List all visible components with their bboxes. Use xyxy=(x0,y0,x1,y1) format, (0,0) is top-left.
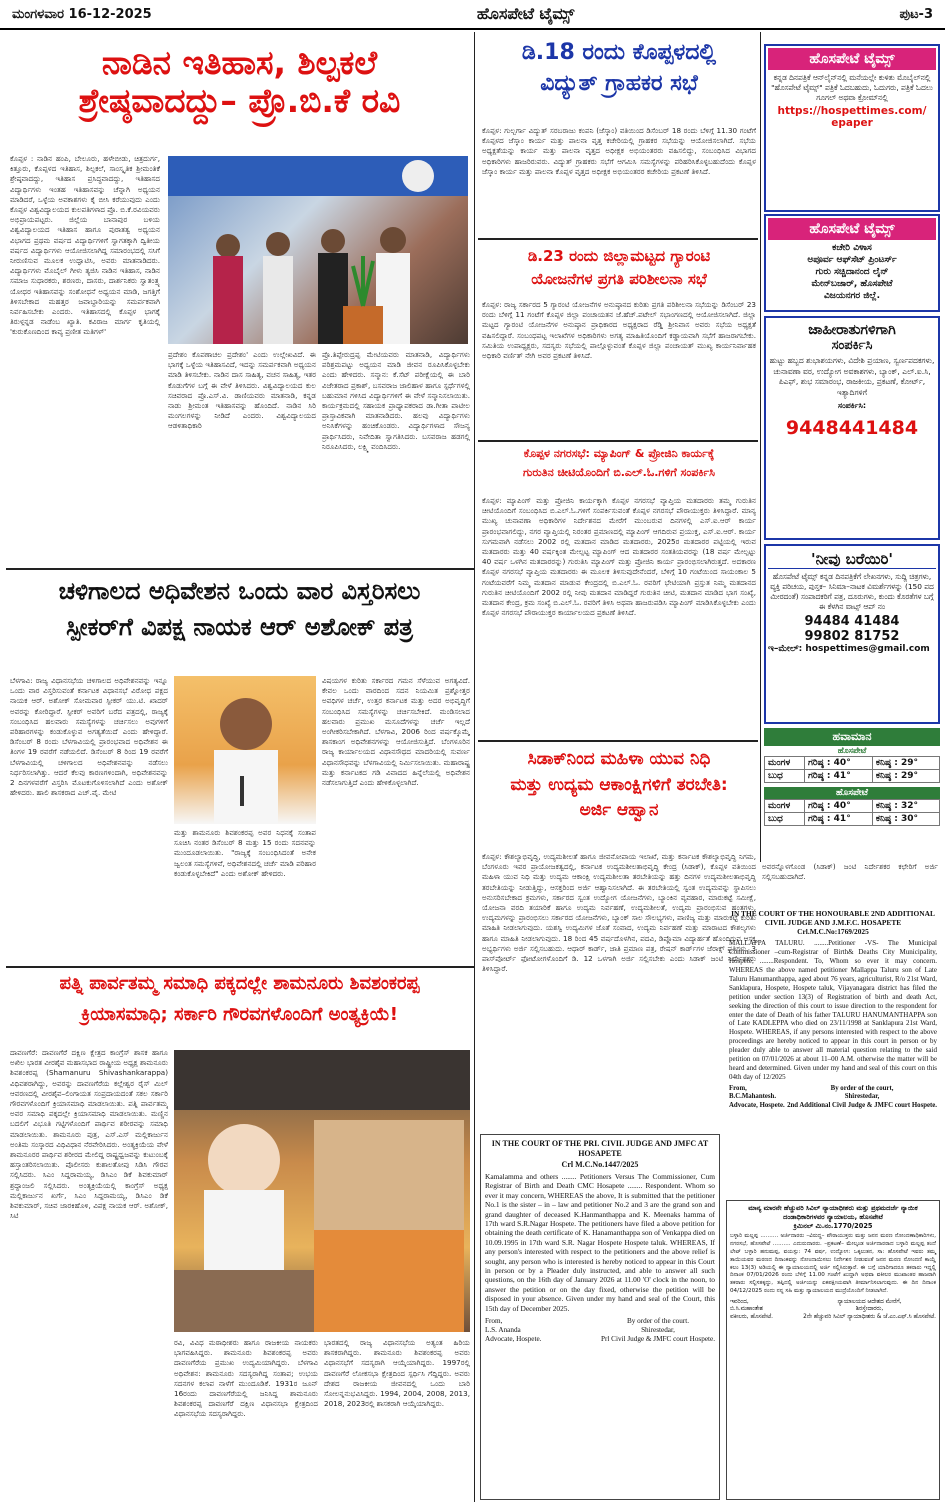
article-text-col1: ದಾವಣಗೆರೆ: ದಾವಣಗೆರೆ ದಕ್ಷಿಣ ಕ್ಷೇತ್ರದ ಕಾಂಗ್ರೆಸ್ ಶಾಸಕ ಹಾಗೂ ಅಖಿಲ ಭಾರತ ವೀರಶೈವ ಮಹಾಸಭಾದ ರಾಷ್ಟ್ರೀಯ ಅಧ್ಯಕ್ಷ ಶಾಮನೂರು ಶಿವಶಂಕರಪ್ಪ (Shamanuru Shivashankarappa) ವಿಧಿವಶರಾಗಿದ್ದು, ಅವರನ್ನು ದಾವಣಗೆರೆಯ ಕಲ್ಲೇಶ್ವರ ರೈಸ್ ಮಿಲ್ ಆವರಣದಲ್ಲಿ ವೀರಶೈವ–ಲಿಂಗಾಯತ ಸಂಪ್ರದಾಯದಂತೆ ಸಕಲ ಸರ್ಕಾರಿ ಗೌರವಗಳೊಂದಿಗೆ ಕ್ರಿಯಾಸಮಾಧಿ ಮಾಡಲಾಯಿತು. ಪತ್ನಿ ಪಾರ್ವತಮ್ಮ ಅವರ ಸಮಾಧಿ ಪಕ್ಕದಲ್ಲೇ ಕ್ರಿಯಾಸಮಾಧಿ ಮಾಡಲಾಯಿತು. ಮಣ್ಣಿನ ಬದಲಿಗೆ ವಿಭೂತಿ ಗಟ್ಟಿಗಳೊಂದಿಗೆ ಪಾರ್ಥಿವ ಶರೀರವನ್ನು ಸಮಾಧಿ ಮಾಡಲಾಯಿತು. ಶಾಮನೂರು ಪುತ್ರ, ಎಸ್.ಎಸ್ ಮಲ್ಲಿಕಾರ್ಜುನ ಅಂತಿಮ ಸಂಸ್ಕಾರದ ವಿಧಿವಿಧಾನ ನೆರವೇರಿಸಿದರು. ಅಂತ್ಯಕ್ರಿಯೆಯ ವೇಳೆ ಶಾಮನೂರರ ಪಾರ್ಥಿವ ಶರೀರದ ಮೇಲಿದ್ದ ರಾಷ್ಟ್ರಧ್ವಜವನ್ನು ಕುಟುಂಬಕ್ಕೆ ಹಸ್ತಾಂತರಿಸಲಾಯಿತು. ಪೊಲೀಸರು ಕುಶಾಲತೋಪು ಸಿಡಿಸಿ ಗೌರವ ಸಲ್ಲಿಸಿದರು. ಸಿಎಂ ಸಿದ್ದರಾಮಯ್ಯ, ಡಿಸಿಎಂ ಡಿಕೆ ಶಿವಕುಮಾರ್ ಶ್ರದ್ಧಾಂಜಲಿ ಸಲ್ಲಿಸಿದರು. ಅಂತ್ಯಕ್ರಿಯೆಯಲ್ಲಿ ಕಾಂಗ್ರೆಸ್ ಅಧ್ಯಕ್ಷ ಮಲ್ಲಿಕಾರ್ಜುನ ಖರ್ಗೆ, ಸಿಎಂ ಸಿದ್ದರಾಮಯ್ಯ, ಡಿಸಿಎಂ ಡಿಕೆ ಶಿವಕುಮಾರ್, ಸಚಿವ ಜಾರಕಿಹೊಳಿ, ವಿಪಕ್ಷ ನಾಯಕ ಆರ್. ಅಶೋಕ್, ಸಿಟಿ xyxy=(10,1048,168,1221)
signature-block: From, L.S. Ananda Advocate, Hospete. By order of the court. Shirestedar, Prl Civil Judge & JMFC court Hospete. xyxy=(485,1316,715,1343)
ad-text: ಕನ್ನಡ ದಿನಪತ್ರಿಕೆ ಆನ್‌ಲೈನ್‌ನಲ್ಲಿ ಮನೆಯಲ್ಲೇ ಕುಳಿತು ಮೊಬೈಲ್‌ನಲ್ಲಿ "ಹೊಸಪೇಟೆ ಟೈಮ್ಸ್" ಪತ್ರಿಕೆ ಓದಬಹುದು, ಓದುಗರು, ಪತ್ರಿಕೆ ಓದಲು ಗೂಗಲ್ ಅಥವಾ ಕ್ರೋಮ್‌ನಲ್ಲಿ xyxy=(771,73,933,102)
weather-row: ಮಂಗಳ ಗರಿಷ್ಠ : 40° ಕನಿಷ್ಠ : 32° xyxy=(765,800,940,813)
case-number: Crl.M.C.No:1769/2025 xyxy=(797,927,869,936)
case-number: ಕ್ರಿಮಿನಲ್ ಮಿ.ನಂ.1770/2025 xyxy=(793,1222,873,1231)
weather-title: ಹವಾಮಾನ xyxy=(764,728,940,746)
ad-office-address xyxy=(764,214,940,312)
email[interactable]: hospettimes@gmail.com xyxy=(805,644,930,654)
ad-advertise xyxy=(764,316,940,540)
article-funeral xyxy=(8,970,471,1500)
article-text-continued: ಅವರನ್ನೊಳಗೊಂಡ (ಸಿಡಾಕ್) ಜಂಟಿ ನಿರ್ದೇಶಕರ ಕಛೇರಿಗೆ ಅರ್ಜಿ ಸಲ್ಲಿಸಬಹುದಾಗಿದೆ. xyxy=(762,862,938,882)
weather-city: ಹೊಸಪೇಟೆ xyxy=(764,787,940,799)
weather-city-1: ಹೊಸಪೇಟೆ xyxy=(837,746,867,755)
article-text-col1: ಬೆಳಗಾವಿ: ರಾಜ್ಯ ವಿಧಾನಸಭೆಯ ಚಳಿಗಾಲದ ಅಧಿವೇಶನವನ್ನು ಇನ್ನೂ ಒಂದು ವಾರ ವಿಸ್ತರಿಸುವಂತೆ ಕರ್ನಾಟಕ ವಿಧಾನಸಭೆ ವಿರೋಧ ಪಕ್ಷದ ನಾಯಕ ಆರ್. ಅಶೋಕ್ ಸೋಮವಾರ ಸ್ಪೀಕರ್ ಯು.ಟಿ. ಖಾದರ್ ಅವರನ್ನು ಕೋರಿದ್ದಾರೆ. ಸ್ಪೀಕರ್ ಅವರಿಗೆ ಬರೆದ ಪತ್ರದಲ್ಲಿ, ರಾಜ್ಯಕ್ಕೆ ಸಂಬಂಧಿಸಿದ ಹಲವಾರು ಸಮಸ್ಯೆಗಳನ್ನು ಚರ್ಚಿಸಲು ಅವುಗಳಿಗೆ ಪರಿಹಾರಗಳನ್ನು ಕಂಡುಕೊಳ್ಳುವ ಅಗತ್ಯತೆಯಿದೆ ಎಂದು ಹೇಳಿದ್ದಾರೆ. ಡಿಸೆಂಬರ್ 8 ರಂದು ಬೆಳಗಾವಿಯಲ್ಲಿ ಪ್ರಾರಂಭವಾದ ಅಧಿವೇಶನ ಈ ತಿಂಗಳ 19 ರವರೆಗೆ ನಡೆಯಲಿದೆ. ಡಿಸೆಂಬರ್ 8 ರಿಂದ 19 ರವರೆಗೆ ಬೆಳಗಾವಿಯಲ್ಲಿ ಚಳಿಗಾಲದ ಅಧಿವೇಶನವನ್ನು ನಡೆಸಲು ನಿರ್ಧರಿಸಲಾಗಿತ್ತು. ಆದರೆ ಕೆಲವು ಕಾರಣಗಳಿಂದಾಗಿ, ಅಧಿವೇಶನವನ್ನು 2 ದಿನಗಳವರೆಗೆ ವಿಸ್ತರಿಸಿ ಮೊಟಕುಗೊಳಿಸಲಾಗಿದೆ ಎಂದು ಅಶೋಕ್ ಹೇಳಿದರು. ಹಾಲಿ ಶಾಸಕರಾದ ಎಚ್.ವೈ. ಮೇಟಿ xyxy=(10,676,168,798)
article-guarantee-review xyxy=(480,242,758,438)
headline: ಪತ್ನಿ ಪಾರ್ವತಮ್ಮ ಸಮಾಧಿ ಪಕ್ಕದಲ್ಲೇ ಶಾಮನೂರು ಶಿವಶಂಕರಪ್ಪ ಕ್ರಿಯಾಸಮಾಧಿ; ಸರ್ಕಾರಿ ಗೌರವಗಳೊಂದಿಗೆ ಅಂತ್ಯಕ್ರಿಯೆ! xyxy=(59,973,420,1025)
contact-phone[interactable]: 9448441484 xyxy=(785,417,919,440)
issue-date: ಮಂಗಳವಾರ 16-12-2025 xyxy=(12,6,152,22)
headline: ಸಿಡಾಕ್‌ನಿಂದ ಮಹಿಳಾ ಯುವ ನಿಧಿ ಮತ್ತು ಉದ್ಯಮ ಆಕಾಂಕ್ಷಿಗಳಿಗೆ ತರಬೇತಿ: ಅರ್ಜಿ ಆಹ್ವಾನ xyxy=(510,749,728,821)
page-number: ಪುಟ-3 xyxy=(899,6,933,22)
weather-row: ಬುಧ ಗರಿಷ್ಠ : 41° ಕನಿಷ್ಠ : 29° xyxy=(765,770,940,783)
divider xyxy=(478,238,758,240)
divider xyxy=(6,966,474,968)
ad-text: ಹೊಸಪೇಟೆ ಟೈಮ್ಸ್ ಕನ್ನಡ ದಿನಪತ್ರಿಕೆಗೆ ಲೇಖನಗಳು, ಸುದ್ದಿ ಚಿತ್ರಗಳು, ವ್ಯಕ್ತಿ ಪರಿಚಯ, ಪುಸ್ತಕ– ಸಿನಿಮಾ–ನಾಟಕ ವಿಮರ್ಶೆಗಳನ್ನು (150 ಪದ ಮೀರದಂತೆ) ಸಂಪಾದಕರಿಗೆ ಪತ್ರ, ದೂರುಗಳು, ಕುಂದು ಕೊರತೆಗಳ ಬಗ್ಗೆ ಈ ಕೆಳಗಿನ ವಾಟ್ಸ್ ಆಪ್ ನಂ xyxy=(770,572,934,611)
address: ಕಚೇರಿ ವಿಳಾಸ ಅಪೂರ್ವ ಆಫ್‌ಸೆಟ್ ಪ್ರಿಂಟರ್ಸ್ ಗುರು ಸಚ್ಚಿದಾನಂದ ಲೈನ್ ಮೇನ್‌ಬಜಾರ್, ಹೊಸಪೇಟೆ ವಿಜಯನಗರ ಜಿಲ್ಲೆ. xyxy=(807,243,897,301)
ad-text: ಹುಟ್ಟು ಹಬ್ಬದ ಶುಭಾಶಯಗಳು, ವಿದೇಶಿ ಪ್ರಯಾಣ, ಸ್ವರ್ಣಪದಕಗಳು, ಚುನಾವಣಾ ವರ, ಉದ್ಯೋಗ ಅವಕಾಶಗಳು, ಬ್ಯಾಂಕ್, ಎಲ್.ಐ.ಸಿ, ಪಿಎಫ್, ಶುಭ ಸಮಾರಂಭ, ರಾಜಕೀಯ, ಪ್ರಕಟಣೆ, ಕೋರ್ಟ್, ಇತ್ಯಾದಿಗಳಿಗೆ xyxy=(769,356,935,397)
headline: ಡಿ.23 ರಂದು ಜಿಲ್ಲಾಮಟ್ಟದ ಗ್ಯಾರಂಟಿ ಯೋಜನೆಗಳ ಪ್ರಗತಿ ಪರಿಶೀಲನಾ ಸಭೆ xyxy=(527,247,711,289)
ad-subtitle: ಸಂಪರ್ಕಿಸಿ xyxy=(831,338,873,353)
column-rule xyxy=(474,32,475,1502)
page-header xyxy=(0,0,945,30)
epaper-link-suffix[interactable]: epaper xyxy=(831,117,873,129)
email-line: ಇ–ಮೇಲ್: hospettimes@gmail.com xyxy=(768,644,930,654)
signature-block: From, B.C.Mahantesh. Advocate, Hospete. By order of the court, Shirestedar, 2nd Additional Civil Judge & JMFC court Hospete. xyxy=(729,1084,937,1109)
court-heading: IN THE COURT OF THE HONOURABLE 2ND ADDITIONAL CIVIL JUDGE AND J.M.F.C. HOSAPETE xyxy=(731,909,935,927)
logo-banner: ಹೊಸಪೇಟೆ ಟೈಮ್ಸ್ xyxy=(768,48,936,70)
contact-label: ಸಂಪರ್ಕಿಸಿ: xyxy=(837,401,867,411)
ad-title: 'ನೀವು ಬರೆಯಿರಿ' xyxy=(768,550,936,569)
ad-epaper xyxy=(764,44,940,212)
article-text-col3: ವಿಷಯಗಳ ಕುರಿತು ಸರ್ಕಾರದ ಗಮನ ಸೆಳೆಯುವ ಅಗತ್ಯವಿದೆ. ಕೇವಲ ಒಂದು ವಾರದಿಂದ ಸದನ ನಿಯಮಿತ ಪ್ರಶ್ನೋತ್ತರ ಅವಧಿಗಳ ಚರ್ಚೆ, ಉತ್ತರ ಕರ್ನಾಟಕ ಮತ್ತು ಅದರ ಅಭಿವೃದ್ಧಿಗೆ ಸಂಬಂಧಿಸಿದ ಸಮಸ್ಯೆಗಳನ್ನು ಚರ್ಚಿಸಬೇಕಿದೆ. ಮಂಡಿಸಲಾದ ಹಲವಾರು ಪ್ರಮುಖ ಮಸೂದೆಗಳನ್ನು ಚರ್ಚೆ ಇಲ್ಲದೆ ಅಂಗೀಕರಿಸಬೇಕಾಗಿದೆ. ಬೆಳಗಾವಿ, 2006 ರಿಂದ ವರ್ಷಕ್ಕೊಮ್ಮೆ ಶಾಸಕಾಂಗ ಅಧಿವೇಶನಗಳನ್ನು ಆಯೋಜಿಸುತ್ತಿದೆ. ಬೆಂಗಳೂರಿನ ರಾಜ್ಯ ಕಾರ್ಯಾಲಯದ ವಿಧಾನಸೌಧದ ಮಾದರಿಯಲ್ಲಿ ಸುವರ್ಣ ವಿಧಾನಸೌಧವನ್ನು ಬೆಳಗಾವಿಯಲ್ಲಿ ನಿರ್ಮಿಸಲಾಯಿತು. ಮಹಾರಾಷ್ಟ್ರ ಮತ್ತು ಕರ್ನಾಟಕದ ಗಡಿ ವಿವಾದದ ಹಿನ್ನೆಲೆಯಲ್ಲಿ ಅಧಿವೇಶನ ನಡೆಸಲಾಗುತ್ತಿದೆ ಎಂದು ಹೇಳಿಕೊಳ್ಳಲಾಗಿದೆ. xyxy=(322,676,470,788)
weather-row: ಬುಧ ಗರಿಷ್ಠ : 41° ಕನಿಷ್ಠ : 30° xyxy=(765,813,940,826)
news-photo xyxy=(174,1050,470,1332)
notice-body: ಬಳ್ಳಾರಿ ಮಲ್ಲಪ್ಪ .......... ಅರ್ಜಿದಾರರು –ವಿರುದ್ಧ– ಪೌರಾಯುಕ್ತರು ಮತ್ತು ಜನನ ಮರಣ ನೋಂದಣಾಧಿಕಾರಿಗಳು, ನಗರಸಭೆ, ಹೊಸಪೇಟೆ .......... ಎದುರುದಾರರು. –ಪ್ರಕಟಣೆ– ಮೇಲ್ಕಂಡ ಅರ್ಜಿದಾರರಾದ ಬಳ್ಳಾರಿ ಮಲ್ಲಪ್ಪ ತಂದೆ ಲೇಟ್ ಬಳ್ಳಾರಿ ಹನುಮಪ್ಪ, ವಯಸ್ಸು: 74 ವರ್ಷ, ಉದ್ಯೋಗ: ಒಕ್ಕಲುತನ, ಸಾ: ಹೊಸಪೇಟೆ ಇವರು ತಮ್ಮ ತಾಯಿಯವರ ಮರಣದ ದಿನಾಂಕವನ್ನು ನೋಂದಾಯಿಸಲು ನಿರ್ದೇಶನ ನೀಡುವಂತೆ ಜನನ ಮರಣ ನೋಂದಣಿ ಕಾಯ್ದೆ ಕಲಂ 13(3) ಅಡಿಯಲ್ಲಿ ಈ ನ್ಯಾಯಾಲಯದಲ್ಲಿ ಅರ್ಜಿ ಸಲ್ಲಿಸಿರುತ್ತಾರೆ. ಈ ಬಗ್ಗೆ ಯಾರಿಗಾದರೂ ತಕರಾರು ಇದ್ದಲ್ಲಿ ದಿನಾಂಕ 07/01/2026 ರಂದು ಬೆಳಿಗ್ಗೆ 11.00 ಗಂಟೆಗೆ ಖುದ್ದಾಗಿ ಅಥವಾ ವಕೀಲರ ಮುಖಾಂತರ ಹಾಜರಾಗಿ ತಕರಾರು ಸಲ್ಲಿಸತಕ್ಕದ್ದು, ತಪ್ಪಿದಲ್ಲಿ ಅರ್ಜಿಯನ್ನು ಏಕಪಕ್ಷೀಯವಾಗಿ ತೀರ್ಮಾನಿಸಲಾಗುವುದು. ಈ ದಿನ ದಿನಾಂಕ 04/12/2025 ರಂದು ನನ್ನ ಸಹಿ ಮತ್ತು ನ್ಯಾಯಾಲಯದ ಮುದ್ರೆಯೊಂದಿಗೆ ನೀಡಲಾಗಿದೆ. xyxy=(730,1233,936,1295)
article-text-col3: ಭಾರತದಲ್ಲಿ ರಾಜ್ಯ ವಿಧಾನಸಭೆಯ ಅತ್ಯಂತ ಹಿರಿಯ ಶಾಸಕರಾಗಿದ್ದರು. ಶಾಮನೂರು ಶಿವಶಂಕರಪ್ಪ ಅವರು ವಿಧಾನಸಭೆಗೆ ಸದಸ್ಯರಾಗಿ ಆಯ್ಕೆಯಾಗಿದ್ದರು. 1997ರಲ್ಲಿ ದಾವಣಗೆರೆ ಲೋಕಸಭಾ ಕ್ಷೇತ್ರದಿಂದ ಸ್ಪರ್ಧಿಸಿ ಗೆದ್ದಿದ್ದರು. ಅವರು ದೇಶದ ರಾಜಕೀಯ ಜೀವನದಲ್ಲಿ ಒಂದು ಬಾರಿ ಸೋಲನ್ನನುಭವಿಸಿದ್ದರು. 1994, 2004, 2008, 2013, 2018, 2023ರಲ್ಲಿ ಶಾಸಕರಾಗಿ ಆಯ್ಕೆಯಾಗಿದ್ದರು. xyxy=(324,1338,470,1409)
article-text: ಕೊಪ್ಪಳ: ರಾಜ್ಯ ಸರ್ಕಾರದ 5 ಗ್ಯಾರಂಟಿ ಯೋಜನೆಗಳ ಅನುಷ್ಠಾನದ ಕುರಿತು ಪ್ರಗತಿ ಪರಿಶೀಲನಾ ಸಭೆಯನ್ನು ಡಿಸೆಂಬರ್ 23 ರಂದು ಬೆಳಿಗ್ಗೆ 11 ಗಂಟೆಗೆ ಕೊಪ್ಪಳ ಜಿಲ್ಲಾ ಪಂಚಾಯತನ ಜೆ.ಹೆಚ್.ಪಟೇಲ್ ಸಭಾಂಗಣದಲ್ಲಿ ಆಯೋಜಿಸಲಾಗಿದೆ. ಜಿಲ್ಲಾ ಮಟ್ಟದ ಗ್ಯಾರಂಟಿ ಯೋಜನೆಗಳ ಅನುಷ್ಠಾನ ಪ್ರಾಧಿಕಾರದ ಅಧ್ಯಕ್ಷರಾದ ರೆಡ್ಡಿ ಶ್ರೀನಿವಾಸ ಅವರು ಸಭೆಯ ಅಧ್ಯಕ್ಷತೆ ವಹಿಸಲಿದ್ದಾರೆ. ಸಂಬಂಧಪಟ್ಟ ಇಲಾಖೆಗಳ ಅಧಿಕಾರಿಗಳು ಅಗತ್ಯ ಮಾಹಿತಿಯೊಂದಿಗೆ ಕಡ್ಡಾಯವಾಗಿ ಸಭೆಗೆ ಹಾಜರಾಗಬೇಕು. ಸಮಿತಿಯ ಉಪಾಧ್ಯಕ್ಷರು, ಸದಸ್ಯರು ಸಭೆಯಲ್ಲಿ ಪಾಲ್ಗೊಳ್ಳುವಂತೆ ಕೊಪ್ಪಳ ಜಿಲ್ಲಾ ಪಂಚಾಯತ್ ಮುಖ್ಯ ಕಾರ್ಯನಿರ್ವಾಹಕ ಅಧಿಕಾರಿ ವರ್ಣಿತ್ ನೇಗಿ ಅವರ ಪ್ರಕಟಣೆ ತಿಳಿಸಿದೆ. xyxy=(482,300,756,361)
article-text: ಕೊಪ್ಪಳ: ಗುಲ್ಬರ್ಗಾ ವಿದ್ಯುತ್ ಸರಬರಾಜು ಕಂಪನಿ (ಜೆಸ್ಕಾಂ) ವತಿಯಿಂದ ಡಿಸೆಂಬರ್ 18 ರಂದು ಬೆಳಿಗ್ಗೆ 11.30 ಗಂಟೆಗೆ ಕೊಪ್ಪಳದ ಜೆಸ್ಕಾಂ ಕಾರ್ಯ ಮತ್ತು ಪಾಲನಾ ವೃತ್ತ ಕಚೇರಿಯಲ್ಲಿ ಗ್ರಾಹಕರ ಸಭೆಯನ್ನು ಆಯೋಜಿಸಲಾಗಿದೆ. ಸಭೆಯ ಅಧ್ಯಕ್ಷತೆಯನ್ನು ಕಾರ್ಯ ಮತ್ತು ಪಾಲನಾ ವೃತ್ತದ ಅಧೀಕ್ಷಕ ಅಭಿಯಂತರರು ವಹಿಸಲಿದ್ದು, ಸಂಬಂಧಿಸಿದ ವಿಭಾಗದ ಅಧಿಕಾರಿಗಳು ಹಾಜರಿರುವರು. ವಿದ್ಯುತ್ ಗ್ರಾಹಕರು ಸಭೆಗೆ ಆಗಮಿಸಿ ಸಮಸ್ಯೆಗಳನ್ನು ಪರಿಹರಿಸಿಕೊಳ್ಳಬಹುದೆಂದು ಕೊಪ್ಪಳ ಜೆಸ್ಕಾಂ ಕಾರ್ಯ ಮತ್ತು ಪಾಲನಾ ಕೊಪ್ಪಳ ವೃತ್ತದ ಅಧೀಕ್ಷಕ ಅಭಿಯಂತರರ ಕಚೇರಿಯ ಪ್ರಕಟಣೆ ತಿಳಿಸಿದೆ. xyxy=(482,126,756,176)
ad-write-to-us xyxy=(764,544,940,724)
headline: ಚಳಿಗಾಲದ ಅಧಿವೇಶನ ಒಂದು ವಾರ ವಿಸ್ತರಿಸಲು ಸ್ಪೀಕರ್‌ಗೆ ವಿಪಕ್ಷ ನಾಯಕ ಆರ್ ಅಶೋಕ್ ಪತ್ರ xyxy=(58,577,421,641)
divider xyxy=(478,740,758,742)
article-assembly-session xyxy=(8,574,471,964)
divider xyxy=(478,440,758,442)
divider xyxy=(6,568,474,570)
article-training xyxy=(480,744,758,1130)
article-text-col2: ರವಿ, ವಿವಿಧ ಮಠಾಧೀಶರು ಹಾಗೂ ರಾಜಕೀಯ ನಾಯಕರು ಭಾಗವಹಿಸಿದ್ದರು. ಶಾಮನೂರು ಶಿವಶಂಕರಪ್ಪ ಅವರು ದಾವಣಗೆರೆಯ ಪ್ರಮುಖ ಉದ್ಯಮಿಯಾಗಿದ್ದರು. ಬೆಳಗಾವಿ ಅಧಿವೇಶನ: ಶಾಮನೂರು ಸದಸ್ಯರಾಗಿದ್ದ ಸಂತಾಪ; ಉಭಯ ಸದನಗಳ ಕಲಾಪ ನಾಳೆಗೆ ಮುಂದೂಡಿಕೆ. 1931ರ ಜೂನ್ 16ರಂದು ದಾವಣಗೆರೆಯಲ್ಲಿ ಜನಿಸಿದ್ದ ಶಾಮನೂರು ಶಿವಶಂಕರಪ್ಪ ದಾವಣಗೆರೆ ದಕ್ಷಿಣ ವಿಧಾನಸಭಾ ಕ್ಷೇತ್ರದಿಂದ ವಿಧಾನಸಭೆಯ ಸದಸ್ಯರಾಗಿದ್ದರು. xyxy=(174,1338,318,1419)
signature-block: ಇವರಿಂದ, ಬಿ.ಸಿ.ಮಹಾಂತೇಶ ವಕೀಲರು, ಹೊಸಪೇಟೆ. ನ್ಯಾಯಾಲಯದ ಆದೇಶದ ಮೇರೆಗೆ, ಶಿರಸ್ತೇದಾರರು, 2ನೇ ಹೆಚ್ಚುವರಿ ಸಿವಿಲ್ ನ್ಯಾಯಾಧೀಶರು & ಜೆ.ಎಂ.ಎಫ್.ಸಿ ಹೊಸಪೇಟೆ. xyxy=(730,1298,936,1321)
masthead-title: ಹೊಸಪೇಟೆ ಟೈಮ್ಸ್ xyxy=(476,4,575,23)
article-history xyxy=(8,34,471,564)
notice-body: Kamalamma and others ........ Petitioners Versus The Commissioner, Cum Registrar of Birth and Death CMC Hosapete ........ Respondent. Whom so ever it may concern, WHEREAS the above, It is submitted that the petitioner No.1 is the sister – in – law and petitioner No.2 and 3 are the grand son and grand daughter of deceased K.Hanmanthappa and K. Meenaks hamma of 17th ward S.R.Nagar Hospete. The petitioners have filed a above petition for obtaining the death certificate of K. Hanamanthappa son of Venkappa died on 10.09.1995 in 17th ward S.R. Nagar Hospete Hospete taluk. WHEREAS, If any person's interested with respect to the petitioners and the above relief is sought, any person who is interested is hereby noticed to appear in this Court in person or by a Pleader duly instructed, and able to answer all such questions, on the 16th day of January 2026 at 11.00 'O' clock in the noon, to answer the petition or on the day fixed, otherwise the petition will be disposed in your absence. Given under my hand and seal of the Court, this 15th day of December 2025. xyxy=(485,1171,715,1313)
news-photo xyxy=(168,156,468,344)
photo-scene xyxy=(168,156,468,344)
legal-notice-3 xyxy=(726,1200,940,1500)
epaper-link[interactable]: https://hospettimes.com/ xyxy=(777,105,927,117)
article-text: ಕೊಪ್ಪಳ: ಕೌಶಲ್ಯಾಭಿವೃದ್ಧಿ, ಉದ್ಯಮಶೀಲತೆ ಹಾಗೂ ಜೀವನೋಪಾಯ ಇಲಾಖೆ, ಮತ್ತು ಕರ್ನಾಟಕ ಕೌಶಲ್ಯಾಭಿವೃದ್ಧಿ ನಿಗಮ, ಬೆಂಗಳೂರು ಇವರ ಪ್ರಾಯೋಜಕತ್ವದಲ್ಲಿ, ಕರ್ನಾಟಕ ಉದ್ಯಮಶೀಲತಾಭಿವೃದ್ಧಿ ಕೇಂದ್ರ (ಸಿಡಾಕ್), ಕೊಪ್ಪಳ ವತಿಯಿಂದ ಮಹಿಳಾ ಯುವ ನಿಧಿ ಮತ್ತು ಉದ್ಯಮ ಆಕಾಂಕ್ಷಿ ಉದ್ಯಮಶೀಲತಾ ತರಬೇತಿಯನ್ನು ಹತ್ತು ದಿನಗಳ ಉದ್ಯಮಶೀಲತಾಭಿವೃದ್ಧಿ ತರಬೇತಿಯನ್ನು ನೀಡುತ್ತಿದ್ದು, ಆಸಕ್ತರಿಂದ ಅರ್ಜಿ ಆಹ್ವಾನಿಸಲಾಗಿದೆ. ಈ ತರಬೇತಿಯಲ್ಲಿ ಸ್ವಂತ ಉದ್ಯಮವನ್ನು ಸ್ಥಾಪಿಸಲು ಅನುಸರಿಸಬೇಕಾದ ಕ್ರಮಗಳು, ಸರ್ಕಾರದ ಸ್ವಂತ ಉದ್ಯೋಗ ಯೋಜನೆಗಳು, ಬ್ಯಾಂಕಿನ ವ್ಯವಹಾರ, ಮಾರುಕಟ್ಟೆ ಸಮೀಕ್ಷೆ, ಯೋಜನಾ ವರದಿ ತಯಾರಿಕೆ ಹಾಗೂ ಉದ್ಯಮ ನಿರ್ವಹಣೆ, ಉದ್ಯಮಶೀಲತೆ, ಉದ್ಯಮ ಪ್ರಾರಂಭಿಸುವ ಹಂತಗಳು, ಉದ್ಯಮಗಳನ್ನು ಪ್ರಾರಂಭಿಸಲು ಸರ್ಕಾರದ ಯೋಜನೆಗಳು, ಬ್ಯಾಂಕ್ ಸಾಲ ಸೌಲಭ್ಯಗಳು, ಪಾಣಿಜ್ಯ ಮತ್ತು ಮಾರುಕಟ್ಟೆ ಕುರಿತು ಮಾಹಿತಿ ನೀಡಲಾಗುವುದು. ಯಶಸ್ವಿ ಉದ್ಯಮಿಗಳ ಜೊತೆ ಸಂವಾದ, ಉದ್ಯಮ ನಿರ್ವಹಣೆ ಮತ್ತು ಮಾರಾಟದ ಕೌಶಲ್ಯಗಳು ಹಾಗೂ ಮಾಹಿತಿ ನೀಡಲಾಗುವುದು. 18 ರಿಂದ 45 ವರ್ಷದೊಳಗಿನ, ಪದವಿ, ಡಿಪ್ಲೊಮಾ ವಿದ್ಯಾರ್ಹತೆ ಹೊಂದಿರುವ ಆಸಕ್ತ ಅಭ್ಯರ್ಥಿಗಳು ಅರ್ಜಿ ಸಲ್ಲಿಸಬಹುದು. ಆಧಾರ್ ಕಾರ್ಡ್, ಜಾತಿ ಪ್ರಮಾಣ ಪತ್ರ, ರೇಷನ್ ಕಾರ್ಡ್‌ಗಳ ಜೆರಾಕ್ಸ್ ಪ್ರತಿಗಳು, 3 ಪಾಸ್‌ಪೋರ್ಟ್ ಫೋಟೋಗಳೊಂದಿಗೆ ಡಿ. 12 ಒಳಗಾಗಿ ಅರ್ಜಿ ಸಲ್ಲಿಸಬೇಕು ಎಂದು ಸಿಡಾಕ್ ಜಂಟಿ ನಿರ್ದೇಶಕರು ತಿಳಿಸಿದ್ದಾರೆ. xyxy=(482,852,756,974)
headline: ಕೊಪ್ಪಳ ನಗರಸಭೆ: ಮ್ಯಾಪಿಂಗ್ & ಪ್ರೋಜಿನಿ ಕಾರ್ಯಕ್ಕೆ ಗುರುತಿನ ಚೀಟಿಯೊಂದಿಗೆ ಬಿ.ಎಲ್.ಓ.ಗಳಿಗೆ ಸಂಪರ್ಕಿಸಿ xyxy=(522,447,716,479)
headline: ಡಿ.18 ರಂದು ಕೊಪ್ಪಳದಲ್ಲಿ ವಿದ್ಯುತ್ ಗ್ರಾಹಕರ ಸಭೆ xyxy=(521,40,717,97)
logo-banner: ಹೊಸಪೇಟೆ ಟೈಮ್ಸ್ xyxy=(768,218,936,240)
court-heading: IN THE COURT OF THE PRI. CIVIL JUDGE AND JMFC AT HOSAPETE xyxy=(491,1139,709,1159)
news-photo xyxy=(174,676,316,824)
photo-caption: ಮತ್ತು ಶಾಮನೂರು ಶಿವಶಂಕರಪ್ಪ ಅವರ ನಿಧನಕ್ಕೆ ಸಂತಾಪ ಸೂಚಿಸಿ ನಂತರ ಡಿಸೆಂಬರ್ 8 ಮತ್ತು 15 ರಂದು ಸದನವನ್ನು ಮುಂದೂಡಲಾಯಿತು. "ರಾಜ್ಯಕ್ಕೆ ಸಂಬಂಧಿಸಿದಂತೆ ಅನೇಕ ಜ್ವಲಂತ ಸಮಸ್ಯೆಗಳಿವೆ, ಅಧಿವೇಶನದಲ್ಲಿ ಚರ್ಚೆ ಮಾಡಿ ಪರಿಹಾರ ಕಂಡುಕೊಳ್ಳಬೇಕಿದೆ" ಎಂದು ಅಶೋಕ್ ಹೇಳಿದರು. xyxy=(174,828,316,878)
weather-row: ಮಂಗಳ ಗರಿಷ್ಠ : 40° ಕನಿಷ್ಠ : 29° xyxy=(765,757,940,770)
whatsapp-number-1[interactable]: 94484 41484 xyxy=(804,614,900,629)
article-text: ಕೊಪ್ಪಳ: ಮ್ಯಾಪಿಂಗ್ ಮತ್ತು ಪ್ರೋಜಿನಿ ಕಾರ್ಯಕ್ಕಾಗಿ ಕೊಪ್ಪಳ ನಗರಸಭೆ ವ್ಯಾಪ್ತಿಯ ಮತದಾರರು ತಮ್ಮ ಗುರುತಿನ ಚೀಟಿಯೊಂದಿಗೆ ಸಂಬಂಧಿಸಿದ ಬಿ.ಎಲ್.ಓ.ಗಳಿಗೆ ಸಂಪರ್ಕಿಸುವಂತೆ ಕೊಪ್ಪಳ ನಗರಸಭೆ ಪೌರಾಯುಕ್ತರು ತಿಳಿಸಿದ್ದಾರೆ. ಮಾನ್ಯ ಮುಖ್ಯ ಚುನಾವಣಾ ಅಧಿಕಾರಿಗಳ ನಿರ್ದೇಶನದ ಮೇರೆಗೆ ಮುಂಬರುವ ದಿನಗಳಲ್ಲಿ ಎಸ್.ಐ.ಆರ್ ಕಾರ್ಯ ಪ್ರಾರಂಭವಾಗಲಿದ್ದು, ನಗರ ವ್ಯಾಪ್ತಿಯಲ್ಲಿ ನಿರಂತರ ಪ್ರಮಾಣದಲ್ಲಿ ಮ್ಯಾಪಿಂಗ್ ಆಗದಿರುವ ಪ್ರಯುಕ್ತ, ಎಸ್.ಐ.ಆರ್. ಕಾರ್ಯ ಸುಗಮವಾಗಿ ನಡೆಸಲು 2002 ರಲ್ಲಿ ಮತದಾನ ಮಾಡಿದ ಮತದಾರರು, 2025ರ ಮತದಾರರ ಪಟ್ಟಿಯಲ್ಲಿ ಇರುವ ಮತದಾರರು ಮತ್ತು 40 ವರ್ಷಕ್ಕಿಂತ ಮೇಲ್ಪಟ್ಟ ಮ್ಯಾಪಿಂಗ್ ಆದ ಮತದಾರರ ಸಂತತಿಯವರನ್ನು (18 ವರ್ಷ ಮೇಲ್ಪಟ್ಟು 40 ವರ್ಷ ಒಳಗಿನ ಮತದಾರರನ್ನು) ಗುರುತಿಸಿ ಮ್ಯಾಪಿಂಗ್ ಮತ್ತು ಪ್ರೋಜಿನಿ ಕಾರ್ಯ ಪ್ರಾರಂಭಿಸಲಾಗಿರುತ್ತದೆ. ಅದಕಾರಣ ಕೊಪ್ಪಳ ನಗರಸಭೆ ವ್ಯಾಪ್ತಿಯ ಮತದಾರರು ಈ ಮೂಲಕ ತಿಳಿಸುವುದೇನೆಂದರೆ, ಬೆಳಿಗ್ಗೆ 10 ಗಂಟೆಯಿಂದ ಸಾಯಂಕಾಲ 5 ಗಂಟೆಯವರೆಗೆ ನಿಮ್ಮ ಮತದಾನ ಮಾಡುವ ಕೇಂದ್ರದಲ್ಲಿ ಬಿ.ಎಲ್.ಓ. ರವರಿಗೆ ಭೇಟಿಯಾಗಿ ಪ್ರಸ್ತುತ ನಿಮ್ಮ ಮತದಾನದ ಗುರುತಿನ ಚೀಟಿಯೊಂದಿಗೆ 2002 ರಲ್ಲಿ ನೀವು ಮತದಾನ ಮಾಡಿದ್ದರೆ ಗುರುತಿನ ಚೀಟಿ, ಮತದಾನ ಮಾಡಿದ ಭಾಗ ಸಂಖ್ಯೆ, ಮತದಾನ ಕೇಂದ್ರ, ಕ್ರಮ ಸಂಖ್ಯೆ ಬಿ.ಎಲ್.ಓ. ರವರಿಗೆ ತಿಳಿಸಿ ಅಥವಾ ಹಾಜರುಪಡಿಸಿ ಮ್ಯಾಪಿಂಗ್ ಮಾಡಿಸಿಕೊಳ್ಳಬೇಕು ಎಂದು ಕೊಪ್ಪಳ ನಗರಸಭೆ ಪೌರಾಯುಕ್ತರ ಕಾರ್ಯಾಲಯದ ಪ್ರಕಟಣೆ ತಿಳಿಸಿದೆ. xyxy=(482,496,756,618)
weather-table-1 xyxy=(764,756,940,783)
article-text-col1: ಕೊಪ್ಪಳ : ನಾಡಿನ ಹಂಪಿ, ಬೇಲೂರು, ಹಳೇಬೀಡು, ಚಿತ್ರದುರ್ಗ, ಕಿತ್ತೂರು, ಕೊಪ್ಪಳದ ಇತಿಹಾಸ, ಶಿಲ್ಪಕಲೆ, ಸಾಂಸ್ಕೃತಿಕ ಶ್ರೀಮಂತಿಕೆ ಶ್ರೇಷ್ಠವಾದದ್ದು, ಇತಿಹಾಸ ಪ್ರಸಿದ್ಧವಾದದ್ದು, ಇತಿಹಾಸದ ವಿದ್ಯಾರ್ಥಿಗಳು ಇಂತಹ ಇತಿಹಾಸವನ್ನು ಚೆನ್ನಾಗಿ ಅಧ್ಯಯನ ಮಾಡಿದರೆ, ಒಳ್ಳೆಯ ಅವಕಾಶಗಳು ಕೈ ಬೀಸಿ ಕರೆಯುವುದು ಎಂದು ಕೊಪ್ಪಳ ವಿಶ್ವವಿದ್ಯಾಲಯದ ಕುಲಪತಿಗಳಾದ ಪ್ರೊ. ಬಿ.ಕೆ.ರವಿಯವರು ಅಭಿಪ್ರಾಯಪಟ್ಟರು. ಜಿಲ್ಲೆಯ ಬಾನಾಪುರ ಬಳಿಯ ವಿಶ್ವವಿದ್ಯಾಲಯದ ಇತಿಹಾಸ ಹಾಗೂ ಪುರಾತತ್ವ ಅಧ್ಯಯನ ವಿಭಾಗದ ಪ್ರಥಮ ವರ್ಷದ ವಿದ್ಯಾರ್ಥಿಗಳಿಗೆ ಸ್ವಾಗತಕ್ಕಾಗಿ ದ್ವಿತೀಯ ವರ್ಷದ ವಿದ್ಯಾರ್ಥಿಗಳು ಆಯೋಜಿಸಲಾಗಿದ್ದ ಸಮಾರಂಭದಲ್ಲಿ ಸಸಿಗೆ ನೀರುಣಿಸುವ ಮೂಲಕ ಉದ್ಘಾಟಿಸಿ, ಅವರು ಮಾತನಾಡಿದರು. ವಿದ್ಯಾರ್ಥಿಗಳು ಮೊಬೈಲ್ ಗೀಳು ತ್ಯಜಿಸಿ ನಾಡಿನ ಇತಿಹಾಸ, ನಾಡಿನ ಸಮಾಜ ಸುಧಾರಕರು, ಶರಣರು, ದಾಸರು, ದಾರ್ಶನಿಕರು ಸ್ವಾತಂತ್ರ್ಯ ಯೋಧರ ಇತಿಹಾಸವನ್ನು ಸಂಶೋಧನೆ ಅಧ್ಯಯನ ಮಾಡಿ, ಜಗತ್ತಿಗೆ ತಿಳಿಸಬೇಕಾದ ಮಹತ್ತರ ಜವಾಬ್ದಾರಿಯನ್ನು ಸಮರ್ಪಕವಾಗಿ ನಿರ್ವಹಿಸಬೇಕು ಎಂದರು. ಇತಿಹಾಸದಲ್ಲಿ ಕೊಪ್ಪಳ ಭಾಗಕ್ಕೆ ತಿರುಳ್ಗನ್ನಡ ನಾಡೆಂಬ ಖ್ಯಾತಿ. ಕವಿರಾಜ ಮಾರ್ಗ ಕೃತಿಯಲ್ಲಿ 'ಕುರುಕೊಣದಿಂದ ಕಾವ್ಯ ಪ್ರಣೀತ ಮತಿಗಳ್' xyxy=(10,154,160,337)
whatsapp-number-2[interactable]: 99802 81752 xyxy=(804,629,900,644)
headline: ನಾಡಿನ ಇತಿಹಾಸ, ಶಿಲ್ಪಕಲೆ ಶ್ರೇಷ್ಠವಾದದ್ದು– ಪ್ರೊ.ಬಿ.ಕೆ ರವಿ xyxy=(78,43,401,120)
notice-body: MALLAPPA TALURU. ........Petitioner -VS- The Municipal Commissioner –cum-Registrar of Birth& Deaths City Municipality, Hospete, ........Respondent. To, Whom so ever it may concern. WHEREAS the above named petitioner Mallappa Taluru son of Late Taluru Hanumanthappa, aged about 76 years, agriculturist, R/o 21st Ward, Sanklapura, Hospete, Hospete taluk, Vijayanagara district has filed the petition under section 13(3) of Registration of birth and death Act, seeking the direction of this court to issue direction to the respondent for enter the date of Death of his father TALURU HANUMANTHAPPA son of Late KADLEPPA who died on 23/11/1998 at Sanklapura 21st Ward, Hospete. WHEREAS, if any persons interested with respect to the above proceedings are hereby noticed to appear in this court in person or by pleader duly able to answer all material question relating to the said petition on 07/01/2026 at about 11–00 A.M. otherwise the matter will be heard and determined. Given under my hand and seal of this court on this 04th day of 12/2025 xyxy=(729,939,937,1081)
article-text-col3: ಪ್ರೊ.ತಿಪ್ಪೇರುದ್ರಪ್ಪ ಮೇಟಿಯವರು ಮಾತನಾಡಿ, ವಿದ್ಯಾರ್ಥಿಗಳು ಪರಿಶ್ರಮಪಟ್ಟು ಅಧ್ಯಯನ ಮಾಡಿ ಜೀವನ ರೂಪಿಸಿಕೊಳ್ಳಬೇಕು ಎಂದು ಹೇಳಿದರು. ಸನ್ಮಾನ: ಕೆ.ಸೆಟ್ ಪರೀಕ್ಷೆಯಲ್ಲಿ ಈ ಬಾರಿ ವಿಜೇತರಾದ ಪ್ರಕಾಶ್, ಬಸವರಾಜ ಜಾಲಿಹಾಳ ಹಾಗೂ ಸ್ಪರ್ಧೆಗಳಲ್ಲಿ ಬಹುಮಾನ ಗಳಿಸಿದ ವಿದ್ಯಾರ್ಥಿಗಳಿಗೆ ಈ ವೇಳೆ ಸನ್ಮಾನಿಸಲಾಯಿತು. ಕಾರ್ಯಕ್ರಮದಲ್ಲಿ ಸಹಾಯಕ ಪ್ರಾಧ್ಯಾಪಕರಾದ ಡಾ.ಗೀತಾ ಪಾಟೀಲ ಪ್ರಾಸ್ತಾವಿಕವಾಗಿ ಮಾತನಾಡಿದರು. ಹಲವು ವಿದ್ಯಾರ್ಥಿಗಳು ಅನಿಸಿಕೆಗಳನ್ನು ಹಂಚಿಕೊಂಡರು. ವಿದ್ಯಾರ್ಥಿಗಳಾದ ಸೌಜನ್ಯ ಪ್ರಾರ್ಥಿಸಿದರು, ನಿವೇದಿತಾ ಸ್ವಾಗತಿಸಿದರು. ಬಸವರಾಜ ಹಡಗಲ್ಲಿ ನಿರೂಪಿಸಿದರು, ಲಕ್ಷ್ಮಿ ವಂದಿಸಿದರು. xyxy=(322,350,470,451)
ad-title: ಜಾಹೀರಾತುಗಳಿಗಾಗಿ xyxy=(808,322,896,338)
legal-notice-1 xyxy=(480,1134,720,1500)
article-text-col2: ಪ್ರದೇಶಂ ಕೊಪಣಾಚಲ ಪ್ರದೇಶಂ' ಎಂದು ಉಲ್ಲೇಖವಿದೆ. ಈ ಭಾಗಕ್ಕೆ ಒಳ್ಳೆಯ ಇತಿಹಾಸವಿದೆ, ಇದನ್ನು ಸಮರ್ಪಕವಾಗಿ ಅಧ್ಯಯನ ಮಾಡಿ ತಿಳಿಸಬೇಕು. ನಾಡಿನ ದಾಸ ಸಾಹಿತ್ಯ, ವಚನ ಸಾಹಿತ್ಯ, ಇತರ ಕೊಡುಗೆಗಳ ಬಗ್ಗೆ ಈ ವೇಳೆ ತಿಳಿಸಿದರು. ವಿಶ್ವವಿದ್ಯಾಲಯದ ಕುಲ ಸಚಿವರಾದ ಪ್ರೊ.ಎಸ್.ವಿ. ಡಾಣಿಯವರು ಮಾತನಾಡಿ, ಕನ್ನಡ ನಾಡು ಶ್ರೀಮಂತ ಇತಿಹಾಸವನ್ನು ಹೊಂದಿದೆ. ನಾಡಿನ ಸಿರಿ ಮಂಗಲಗಳನ್ನು ನೀಡಿದೆ ಎಂದರು. ವಿಶ್ವವಿದ್ಯಾಲಯದ ಆಡಳಿತಾಧಿಕಾರಿ xyxy=(168,350,316,431)
weather-table-2 xyxy=(764,799,940,826)
photo-speaker xyxy=(174,676,316,824)
column-rule xyxy=(760,32,761,862)
court-heading: ಮಾನ್ಯ ಮಾರನೇ ಹೆಚ್ಚುವರಿ ಸಿವಿಲ್ ನ್ಯಾಯಾಧೀಶರು ಮತ್ತು ಪ್ರಥಮದರ್ಜೆ ನ್ಯಾಯಿಕ ದಂಡಾಧಿಕಾರಿಗಳವರ ನ್ಯಾಯಾಲಯ, ಹೊಸಪೇಟೆ xyxy=(748,1204,918,1221)
legal-notice-2 xyxy=(726,906,940,1196)
case-number: Crl M.C.No.1447/2025 xyxy=(561,1159,639,1169)
weather-widget xyxy=(764,728,940,858)
article-voter-mapping xyxy=(480,444,758,736)
article-electricity-meeting xyxy=(480,36,758,236)
photo-funeral xyxy=(174,1050,470,1332)
